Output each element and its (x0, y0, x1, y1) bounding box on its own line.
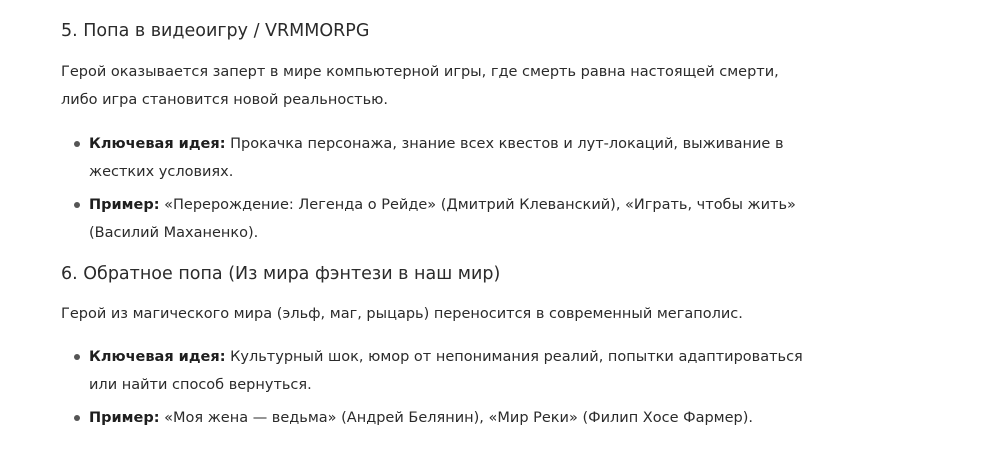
item-label: Ключевая идея: (89, 349, 226, 365)
bullet-dot-icon (74, 354, 80, 360)
section-paragraph: Герой из магического мира (эльф, маг, рыцарь) переносится в современный мегаполис. (61, 306, 743, 322)
item-text: «Перерождение: Легенда о Рейде» (Дмитрий Клеванский), «Играть, чтобы жить» (Василий Маханенко). (89, 197, 796, 241)
bullet-dot-icon (74, 415, 80, 421)
item-text: Культурный шок, юмор от непонимания реалий, попытки адаптироваться или найти способ вернуться. (89, 349, 803, 393)
section-videogame (61, 0, 821, 247)
list-item-key-idea (61, 343, 811, 399)
list-item-example (61, 404, 811, 432)
bullet-list (61, 130, 821, 247)
section-reverse-popa (61, 247, 821, 432)
item-label: Пример: (89, 197, 160, 213)
item-label: Пример: (89, 410, 160, 426)
item-text: «Моя жена — ведьма» (Андрей Белянин), «Мир Реки» (Филип Хосе Фармер). (159, 410, 754, 426)
section-heading: 5. Попа в видеоигру / VRMMORPG (61, 21, 370, 41)
item-text: Прокачка персонажа, знание всех квестов и лут-локаций, выживание в жестких условиях. (89, 136, 784, 180)
bullet-list (61, 343, 821, 432)
item-label: Ключевая идея: (89, 136, 226, 152)
list-item-key-idea (61, 130, 811, 186)
section-heading: 6. Обратное попа (Из мира фэнтези в наш мир) (61, 264, 501, 284)
list-item-example (61, 191, 811, 247)
bullet-dot-icon (74, 141, 80, 147)
bullet-dot-icon (74, 202, 80, 208)
section-paragraph: Герой оказывается заперт в мире компьютерной игры, где смерть равна настоящей смерти, либо игра становится новой реальностью. (61, 64, 779, 108)
